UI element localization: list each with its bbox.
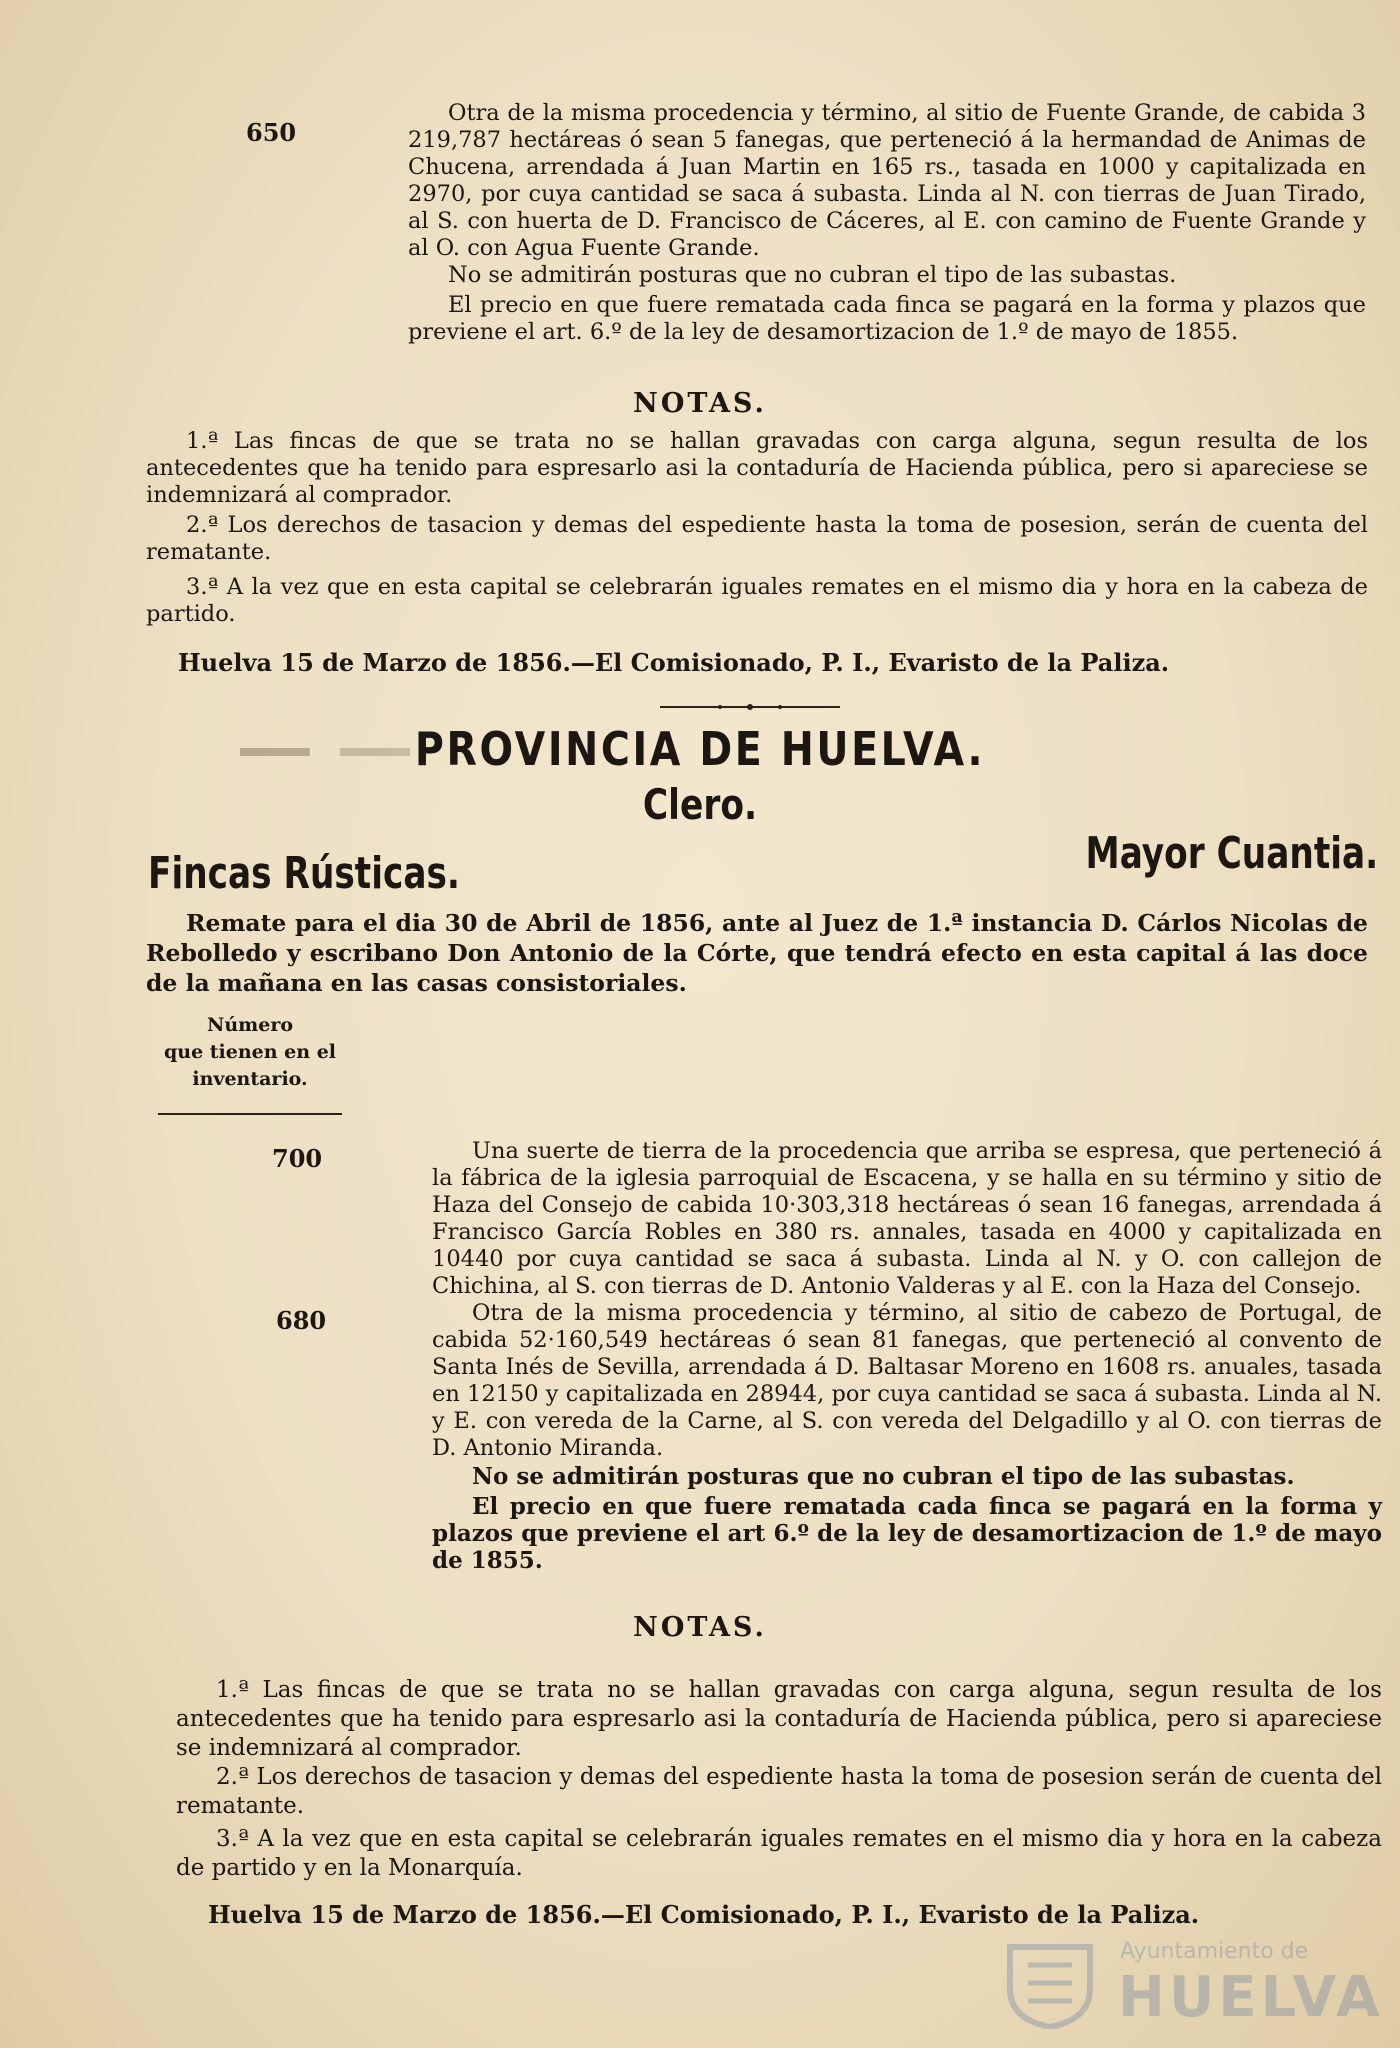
entry-number-700: 700 bbox=[272, 1144, 323, 1173]
watermark-line1: Ayuntamiento de bbox=[1120, 1939, 1309, 1964]
condition-no-posturas-2: No se admitirán posturas que no cubran el tipo de las subastas. bbox=[472, 1463, 1295, 1490]
number-header-line1: Número bbox=[206, 1014, 294, 1036]
ornament-divider bbox=[660, 703, 840, 711]
entry-number-650: 650 bbox=[246, 118, 297, 147]
condition-no-posturas: No se admitirán posturas que no cubran el tipo de las subastas. bbox=[448, 262, 1177, 288]
ayuntamiento-watermark bbox=[1000, 1935, 1384, 2030]
note-2-first: 2.ª Los derechos de tasacion y demas del espediente hasta la toma de posesion, serán de cuenta del rematante. bbox=[146, 512, 1368, 565]
condition-precio-2: El precio en que fuere rematada cada finca se pagará en la forma y plazos que previene el art 6.º de la ley de desamortizacion de 1.º de mayo de 1855. bbox=[432, 1493, 1382, 1574]
cuantia-heading: Mayor Cuantia. bbox=[1085, 828, 1378, 879]
watermark-line2: HUELVA bbox=[1118, 1965, 1384, 2030]
province-heading: PROVINCIA DE HUELVA. bbox=[414, 722, 986, 776]
number-header-line3: inventario. bbox=[192, 1068, 308, 1090]
signature-first: Huelva 15 de Marzo de 1856.—El Comisionado, P. I., Evaristo de la Paliza. bbox=[178, 648, 1170, 677]
note-3-second: 3.ª A la vez que en esta capital se celebrarán iguales remates en el mismo dia y hora en la cabeza de partido y en la Monarquía. bbox=[176, 1826, 1382, 1881]
signature-second: Huelva 15 de Marzo de 1856.—El Comisionado, P. I., Evaristo de la Paliza. bbox=[208, 1900, 1200, 1929]
notas-title-1: NOTAS. bbox=[633, 388, 767, 419]
note-3-first: 3.ª A la vez que en esta capital se celebrarán iguales remates en el mismo dia y hora en la cabeza de partido. bbox=[146, 574, 1368, 627]
number-column-header bbox=[150, 1012, 350, 1093]
column-rule bbox=[158, 1113, 342, 1115]
remate-intro: Remate para el dia 30 de Abril de 1856, ante al Juez de 1.ª instancia D. Cárlos Nicolas de Rebolledo y escribano Don Antonio de la Córte, que tendrá efecto en esta capital á las doce de la mañana en las casas consistoriales. bbox=[146, 909, 1368, 997]
note-1-second: 1.ª Las fincas de que se trata no se hallan gravadas con carga alguna, segun resulta de los antecedentes que ha tenido para espresarlo asi la contaduría de Hacienda pública, pero si apareciese se indemnizará al comprador. bbox=[176, 1677, 1382, 1761]
entry-number-680: 680 bbox=[276, 1306, 327, 1335]
condition-precio: El precio en que fuere rematada cada finca se pagará en la forma y plazos que previene el art. 6.º de la ley de desamortizacion de 1.º de mayo de 1855. bbox=[408, 292, 1366, 345]
entry-700-text: Una suerte de tierra de la procedencia que arriba se espresa, que perteneció á la fábrica de la iglesia parroquial de Escacena, y se halla en su término y sitio de Haza del Consejo de cabida 10·303,318 hectáreas ó sean 16 fanegas, arrendada á Francisco García Robles en 380 rs. annales, tasada en 4000 y capitalizada en 10440 por cuya cantidad se saca á subasta. Linda al N. y O. con callejon de Chichina, al S. con tierras de D. Antonio Valderas y al E. con la Haza del Consejo. bbox=[432, 1138, 1382, 1299]
clero-heading: Clero. bbox=[642, 780, 758, 829]
entry-680-text: Otra de la misma procedencia y término, al sitio de cabezo de Portugal, de cabida 52·160,549 hectáreas ó sean 81 fanegas, que perteneció al convento de Santa Inés de Sevilla, arrendada á D. Baltasar Moreno en 1608 rs. anuales, tasada en 12150 y capitalizada en 28944, por cuya cantidad se saca á subasta. Linda al N. y E. con vereda de la Carne, al S. con vereda del Delgadillo y al O. con tierras de D. Antonio Miranda. bbox=[432, 1300, 1382, 1461]
note-2-second: 2.ª Los derechos de tasacion y demas del espediente hasta la toma de posesion serán de cuenta del rematante. bbox=[176, 1764, 1382, 1819]
note-1-first: 1.ª Las fincas de que se trata no se hallan gravadas con carga alguna, segun resulta de los antecedentes que ha tenido para espresarlo asi la contaduría de Hacienda pública, pero si apareciese se indemnizará al comprador. bbox=[146, 428, 1368, 508]
shield-icon bbox=[1000, 1939, 1100, 2029]
fincas-heading: Fincas Rústicas. bbox=[148, 848, 460, 899]
entry-650-text: Otra de la misma procedencia y término, al sitio de Fuente Grande, de cabida 3 219,787 hectáreas ó sean 5 fanegas, que perteneció á la hermandad de Animas de Chucena, arrendada á Juan Martin en 165 rs., tasada en 1000 y capitalizada en 2970, por cuya cantidad se saca á subasta. Linda al N. con tierras de Juan Tirado, al S. con huerta de D. Francisco de Cáceres, al E. con camino de Fuente Grande y al O. con Agua Fuente Grande. bbox=[408, 100, 1366, 261]
notas-title-2: NOTAS. bbox=[633, 1612, 767, 1643]
number-header-line2: que tienen en el bbox=[163, 1041, 337, 1063]
